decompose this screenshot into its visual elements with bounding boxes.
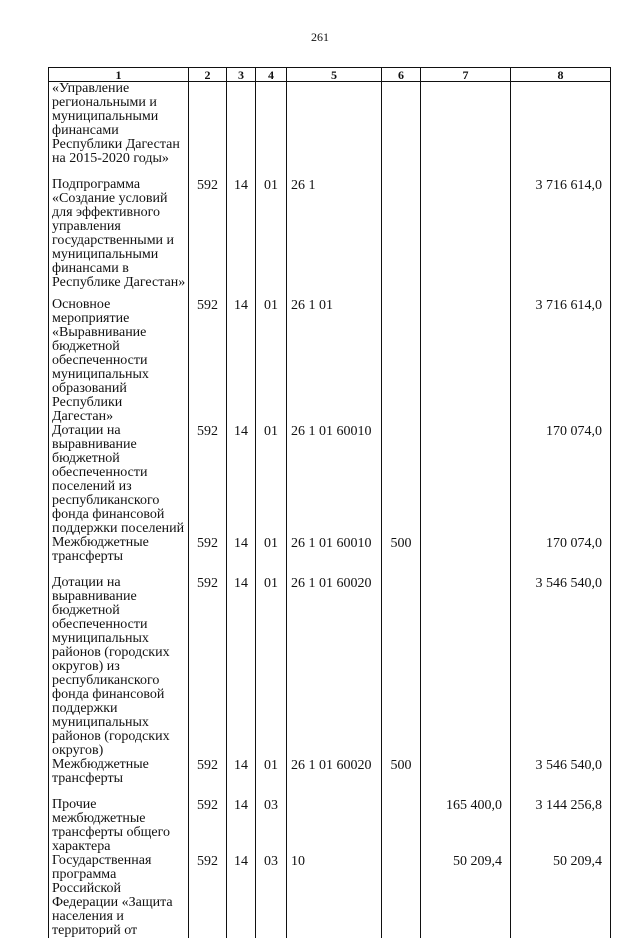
cell-col8: 3 546 540,0 bbox=[511, 758, 611, 798]
row-description: Межбюджетные трансферты bbox=[49, 536, 189, 576]
cell-col8: 170 074,0 bbox=[511, 424, 611, 536]
table-row bbox=[49, 854, 611, 938]
row-description: Подпрограмма «Создание условий для эффективного управления государственными и муниципальными финансами в Республике Дагестан» bbox=[49, 178, 189, 298]
cell-col3: 14 bbox=[227, 178, 256, 298]
cell-col5 bbox=[287, 798, 382, 854]
cell-col5: 26 1 01 60020 bbox=[287, 576, 382, 758]
cell-col2: 592 bbox=[189, 798, 227, 854]
cell-col6 bbox=[382, 298, 421, 424]
row-description: Межбюджетные трансферты bbox=[49, 758, 189, 798]
cell-col7: 165 400,0 bbox=[421, 798, 511, 854]
cell-col8: 3 546 540,0 bbox=[511, 576, 611, 758]
column-header: 6 bbox=[382, 68, 421, 82]
row-description: Дотации на выравнивание бюджетной обеспеченности муниципальных районов (городских округов) из республиканского фонда финансовой поддержки муниципальных районов (городских округов) bbox=[49, 576, 189, 758]
cell-col3: 14 bbox=[227, 798, 256, 854]
cell-col3: 14 bbox=[227, 536, 256, 576]
cell-col6 bbox=[382, 424, 421, 536]
cell-col5: 10 bbox=[287, 854, 382, 938]
column-header: 2 bbox=[189, 68, 227, 82]
cell-col3: 14 bbox=[227, 298, 256, 424]
cell-col3 bbox=[227, 82, 256, 178]
cell-col6 bbox=[382, 576, 421, 758]
cell-col4: 01 bbox=[256, 536, 287, 576]
cell-col7 bbox=[421, 536, 511, 576]
cell-col4: 01 bbox=[256, 298, 287, 424]
row-description: «Управление региональными и муниципальными финансами Республики Дагестан на 2015-2020 годы» bbox=[49, 82, 189, 178]
cell-col6 bbox=[382, 798, 421, 854]
table-row bbox=[49, 798, 611, 854]
cell-col4: 03 bbox=[256, 854, 287, 938]
table-row bbox=[49, 298, 611, 424]
cell-col5: 26 1 01 60010 bbox=[287, 424, 382, 536]
cell-col4: 01 bbox=[256, 758, 287, 798]
row-description: Государственная программа Российской Федерации «Защита населения и территорий от bbox=[49, 854, 189, 938]
table-row bbox=[49, 758, 611, 798]
cell-col4: 01 bbox=[256, 178, 287, 298]
cell-col5 bbox=[287, 82, 382, 178]
row-description: Дотации на выравнивание бюджетной обеспеченности поселений из республиканского фонда финансовой поддержки поселений bbox=[49, 424, 189, 536]
cell-col4 bbox=[256, 82, 287, 178]
cell-col2: 592 bbox=[189, 576, 227, 758]
cell-col6 bbox=[382, 178, 421, 298]
cell-col7 bbox=[421, 758, 511, 798]
cell-col5: 26 1 01 bbox=[287, 298, 382, 424]
cell-col2 bbox=[189, 82, 227, 178]
cell-col4: 03 bbox=[256, 798, 287, 854]
cell-col5: 26 1 01 60010 bbox=[287, 536, 382, 576]
table-row bbox=[49, 178, 611, 298]
cell-col8: 3 144 256,8 bbox=[511, 798, 611, 854]
cell-col3: 14 bbox=[227, 424, 256, 536]
table-row bbox=[49, 576, 611, 758]
column-header: 3 bbox=[227, 68, 256, 82]
cell-col7 bbox=[421, 298, 511, 424]
budget-table bbox=[48, 67, 611, 938]
cell-col6 bbox=[382, 854, 421, 938]
cell-col2: 592 bbox=[189, 178, 227, 298]
cell-col7 bbox=[421, 576, 511, 758]
cell-col2: 592 bbox=[189, 536, 227, 576]
table-row bbox=[49, 82, 611, 178]
cell-col4: 01 bbox=[256, 576, 287, 758]
cell-col3: 14 bbox=[227, 758, 256, 798]
cell-col7 bbox=[421, 82, 511, 178]
cell-col5: 26 1 01 60020 bbox=[287, 758, 382, 798]
column-header: 8 bbox=[511, 68, 611, 82]
row-description: Основное мероприятие «Выравнивание бюджетной обеспеченности муниципальных образований Республики Дагестан» bbox=[49, 298, 189, 424]
column-header: 4 bbox=[256, 68, 287, 82]
page-number: 261 bbox=[311, 30, 329, 44]
cell-col7: 50 209,4 bbox=[421, 854, 511, 938]
cell-col6: 500 bbox=[382, 758, 421, 798]
column-header: 7 bbox=[421, 68, 511, 82]
cell-col2: 592 bbox=[189, 758, 227, 798]
cell-col7 bbox=[421, 178, 511, 298]
table-row bbox=[49, 424, 611, 536]
cell-col7 bbox=[421, 424, 511, 536]
column-header: 1 bbox=[49, 68, 189, 82]
cell-col5: 26 1 bbox=[287, 178, 382, 298]
cell-col8: 3 716 614,0 bbox=[511, 298, 611, 424]
cell-col2: 592 bbox=[189, 854, 227, 938]
cell-col6 bbox=[382, 82, 421, 178]
row-description: Прочие межбюджетные трансферты общего характера bbox=[49, 798, 189, 854]
cell-col8 bbox=[511, 82, 611, 178]
cell-col8: 50 209,4 bbox=[511, 854, 611, 938]
header-row bbox=[49, 68, 611, 82]
cell-col2: 592 bbox=[189, 298, 227, 424]
column-header: 5 bbox=[287, 68, 382, 82]
cell-col2: 592 bbox=[189, 424, 227, 536]
cell-col8: 3 716 614,0 bbox=[511, 178, 611, 298]
cell-col3: 14 bbox=[227, 576, 256, 758]
cell-col4: 01 bbox=[256, 424, 287, 536]
cell-col6: 500 bbox=[382, 536, 421, 576]
cell-col3: 14 bbox=[227, 854, 256, 938]
cell-col8: 170 074,0 bbox=[511, 536, 611, 576]
table-row bbox=[49, 536, 611, 576]
